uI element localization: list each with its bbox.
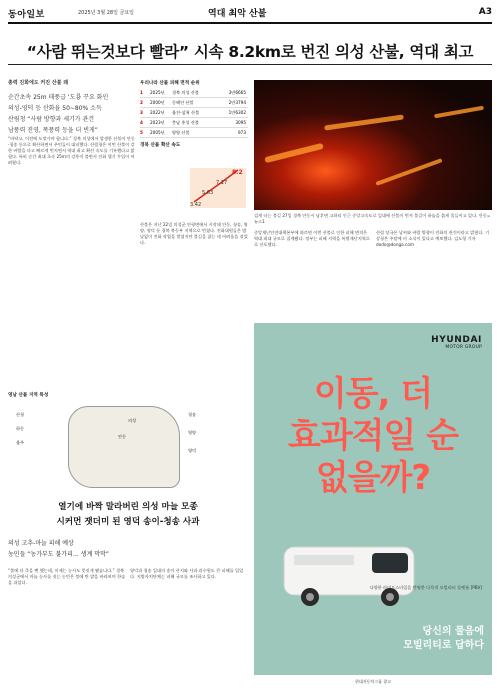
damage-ranking-box (140, 80, 248, 216)
rank-area: 2만3794 (228, 99, 246, 105)
region-map (68, 406, 180, 488)
rank-year: 2025년 (150, 89, 165, 95)
van-side-panel (294, 555, 354, 565)
ranking-row (140, 88, 248, 98)
map-label: 울주 (16, 440, 25, 445)
rank-number: 1 (140, 90, 143, 95)
wildfire-photo (254, 80, 492, 210)
rank-number: 5 (140, 130, 143, 135)
rank-place: 충남 홍성 산불 (172, 119, 199, 125)
speed-label-1: 8.2 (232, 169, 243, 176)
map-label: 산청 (16, 412, 25, 417)
map-title: 영남 산불 지역 특성 (8, 393, 49, 398)
spread-speed-title: 경북 산불 확산 속도 (140, 143, 181, 148)
speed-chart (142, 162, 246, 210)
rank-number: 2 (140, 100, 143, 105)
ad-brand-logo (431, 335, 482, 350)
sub-deck-line-1: 의성 고추-마늘 피해 예상 (8, 540, 74, 547)
fire-line (264, 143, 324, 163)
article-column-3 (254, 230, 372, 315)
article-column-4 (376, 230, 492, 315)
ad-main-copy (262, 373, 484, 499)
van-hub (306, 593, 314, 601)
ranking-row (140, 108, 248, 118)
pbv-van-image (274, 539, 434, 609)
ranking-row (140, 118, 248, 128)
deck-line-1: 총력 진화에도 커진 산불 왜 (8, 80, 69, 86)
rank-year: 2022년 (150, 109, 165, 115)
rank-area: 1만6302 (228, 109, 246, 115)
map-label: 청송 (188, 412, 197, 417)
newspaper-logo: 동아일보 (8, 10, 45, 20)
article-paragraph: “불에 타 죽을 뻔 했는데, 이제는 농사도 못짓게 됐습니다.” 경북 의성군에서 마늘 농사를 짓는 농민은 불에 탄 밭을 바라보며 한숨을 쉬었다. (8, 568, 126, 585)
article-deck (8, 78, 136, 136)
deck-line-5: 남풍력 진영, 폭풍력 등을 더 빈게” (8, 127, 98, 134)
ad-brand-sub: MOTOR GROUP (445, 345, 482, 350)
deck-line-4: 산림청 “사람 방향과 세기가 관건 (8, 116, 95, 123)
map-label: 영양 (188, 430, 197, 435)
speed-label-4: 3.42 (190, 202, 202, 208)
deck-line-3: 의성-영덕 등 산화율 50∼80% 소득 (8, 105, 102, 112)
article-column-2 (140, 222, 248, 392)
article-paragraph: 산림 당국은 날씨와 바람 방향이 진화의 관건이라고 밝혔다. 기상청은 주말께 비 소식이 있다고 예보했다. 김도형 기자 dodo@donga.com (376, 230, 490, 247)
rank-place: 양양 산불 (172, 129, 190, 135)
text-line: 당신의 물음에 (422, 626, 484, 637)
speed-label-3: 5.63 (202, 190, 214, 196)
rank-year: 2000년 (150, 99, 165, 105)
article-paragraph: 중앙재난안전대책본부에 따르면 이번 산불로 인한 피해 면적은 역대 최대 규모로 집계됐다. 정부는 피해 지역을 특별재난지역으로 선포했다. (254, 230, 370, 247)
speed-label-2: 7.17 (216, 180, 228, 186)
fire-line (324, 114, 404, 130)
text-line: 모빌리티로 답하다 (403, 640, 484, 651)
rank-area: 3095 (235, 120, 246, 125)
map-label: 의성 (128, 418, 137, 423)
ad-sub-copy: 다양한 라이프스타일을 반영한 다목적 모빌리티 플랫폼 [PBV] (369, 585, 482, 590)
rank-year: 2023년 (150, 119, 165, 125)
ranking-row (140, 128, 248, 138)
van-windshield (372, 553, 408, 573)
text-line: 열기에 바짝 말라버린 의성 마늘 모종 (58, 502, 198, 512)
map-label: 하동 (16, 426, 25, 431)
fire-line (434, 106, 484, 119)
rank-number: 3 (140, 110, 143, 115)
text-line: 없을까? (315, 458, 431, 498)
rank-area: 3만6665 (228, 89, 246, 95)
text-line: 이동, 더 (313, 374, 433, 414)
rank-year: 2005년 (150, 129, 165, 135)
fire-line (375, 158, 442, 186)
van-hub (386, 593, 394, 601)
sub-deck-line-2: 농민들 “농가부도 불가피… 생계 막막” (8, 551, 109, 558)
sub-article-column-1 (8, 568, 126, 688)
article-paragraph: 산불은 지난 22일 의성군 안평면에서 시작돼 안동, 청송, 영양, 영덕 등 경북 북동부 지역으로 번졌다. 진화대원들은 밤낮없이 진화 작업을 벌였지만 불길을 잡는 데 어려움을 겪었다. (140, 222, 248, 245)
main-headline: “사람 뛰는것보다 빨라” 시속 8.2km로 번진 의성 산불, 역대 최고 (26, 43, 474, 61)
region-map-box (8, 392, 248, 490)
ad-brand-name: HYUNDAI (431, 335, 482, 345)
article-paragraph: “바닥고, 이전에 도망가야 합니다.” 경북 의성에서 발생한 산불이 안동·청송 등으로 확산하면서 주민들이 대피했다. 산림청은 이번 산불이 강한 바람을 타고 빠르게 번지면서 역대 최고 확산 속도를 기록했다고 밝혔다. 특히 순간 최대 초속 25m의 강풍이 불면서 진화 헬기 투입이 어려웠다. (8, 136, 135, 165)
headline-rule (8, 64, 492, 65)
text-line: 효과적일 순 (287, 416, 459, 456)
rank-area: 973 (238, 130, 246, 135)
ranking-row (140, 98, 248, 108)
ad-footer-note: 현대자동차그룹 광고 (354, 679, 392, 684)
sub-article-deck (8, 538, 248, 560)
article-paragraph: 영덕과 청송 일대의 송이 산지와 사과 과수원도 큰 피해를 입었다. 지방자치단체는 피해 규모를 조사하고 있다. (130, 568, 244, 579)
sub-article-headline (8, 500, 248, 530)
section-title: 역대 최악 산불 (208, 9, 267, 19)
hyundai-advertisement[interactable] (254, 323, 492, 675)
map-label: 안동 (118, 434, 127, 439)
sub-headline-text (8, 500, 248, 530)
ranking-table (140, 88, 248, 138)
rank-place: 울진-삼척 산불 (172, 109, 200, 115)
ranking-title: 우리나라 산불 피해 면적 순위 (140, 81, 200, 86)
text-line: 시커먼 잿더미 된 영덕 송이-청송 사과 (56, 517, 200, 527)
map-label: 영덕 (188, 448, 197, 453)
article-column-1 (8, 136, 136, 390)
ad-answer-copy (344, 625, 484, 653)
masthead (8, 6, 492, 24)
photo-caption: 검게 타는 불길 27일 경북 안동시 남후면 고하리 인근 중앙고속도로 일대에 산불이 번져 불길이 하늘을 붉게 물들이고 있다. 안동=뉴스1 (254, 213, 491, 224)
sub-article-column-2 (130, 568, 248, 688)
rank-place: 경북 의성 산불 (172, 89, 199, 95)
issue-date: 2025년 3월 28일 금요일 (78, 10, 135, 16)
deck-line-2: 순간초속 25m 태풍급 ‘도룡 꾸요 화인 (8, 94, 109, 101)
rank-number: 4 (140, 120, 143, 125)
page-number: A3 (478, 7, 492, 17)
rank-place: 동해안 산불 (172, 99, 194, 105)
